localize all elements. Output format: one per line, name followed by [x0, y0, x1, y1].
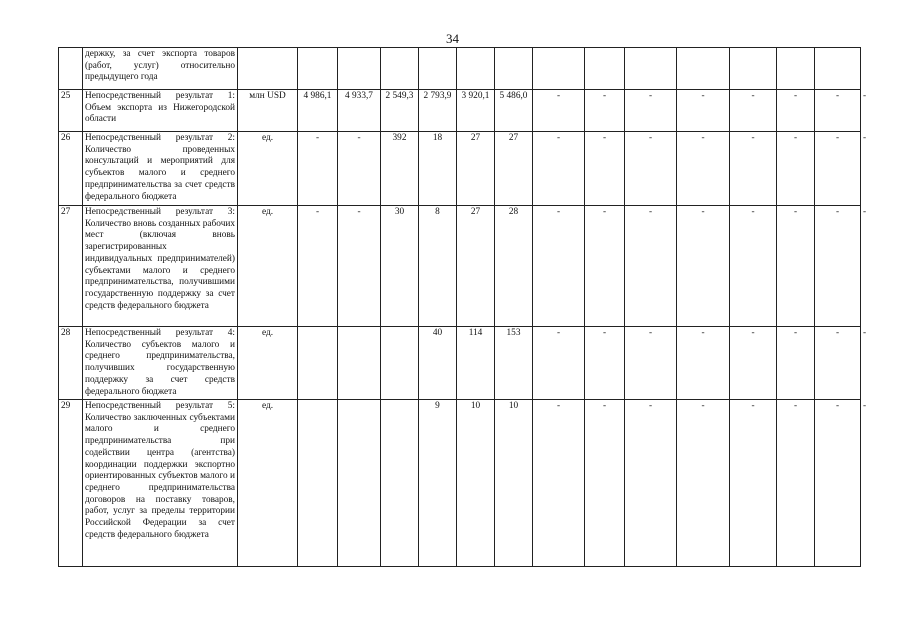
value-cell: -: [815, 400, 861, 567]
value-cell: -: [585, 132, 625, 206]
value-cell: -: [730, 400, 777, 567]
value-cell: -: [298, 206, 338, 327]
unit-cell: ед.: [238, 206, 298, 327]
indicator-cell: Непосредственный результат 2: Количество проведенных консультаций и мероприятий для субъектов малого и среднего предпринимательства за счет средств федерального бюджета: [83, 132, 238, 206]
value-cell: [677, 48, 730, 90]
value-cell: [457, 48, 495, 90]
value-cell: [338, 400, 381, 567]
value-cell: -: [625, 327, 677, 400]
value-cell: 2 549,3: [381, 90, 419, 132]
unit-cell: ед.: [238, 400, 298, 567]
unit-cell: [238, 48, 298, 90]
value-cell: 3 920,1: [457, 90, 495, 132]
row-number-cell: 26: [59, 132, 83, 206]
value-cell: -: [777, 206, 815, 327]
row-number-cell: 28: [59, 327, 83, 400]
table-row: 27 Непосредственный результат 3: Количество вновь созданных рабочих мест (включая вновь зарегистрированных индивидуальных предпринимателей) субъектами малого и среднего предпринимательства, получившими государственную поддержку за счет средств федерального бюджета ед. - - 30 8 27 28 - - - - - - - -: [59, 206, 861, 327]
row-number-cell: 25: [59, 90, 83, 132]
table-row: 26 Непосредственный результат 2: Количество проведенных консультаций и мероприятий для субъектов малого и среднего предпринимательства за счет средств федерального бюджета ед. - - 392 18 27 27 - - - - - - - -: [59, 132, 861, 206]
value-cell: [298, 48, 338, 90]
value-cell: -: [677, 90, 730, 132]
value-cell: -: [677, 327, 730, 400]
value-cell: -: [533, 400, 585, 567]
unit-cell: ед.: [238, 327, 298, 400]
value-cell: [625, 48, 677, 90]
value-cell: -: [777, 90, 815, 132]
value-cell: -: [730, 90, 777, 132]
value-cell: -: [677, 400, 730, 567]
value-cell: [298, 400, 338, 567]
value-cell: [533, 48, 585, 90]
value-cell: -: [585, 327, 625, 400]
value-cell: -: [298, 132, 338, 206]
value-cell: 28: [495, 206, 533, 327]
value-cell: 40: [419, 327, 457, 400]
table-row: 29 Непосредственный результат 5: Количество заключенных субъектами малого и среднего предпринимательства при содействии центра (агентства) координации поддержки экспортно ориентированных субъектов малого и среднего предпринимательства договоров на поставку товаров, работ, услуг за пределы территории Российской Федерации за счет средств федерального бюджета ед. 9 10 10 - - - - - - - -: [59, 400, 861, 567]
table-row: [59, 48, 861, 90]
value-cell: -: [625, 206, 677, 327]
value-cell: -: [585, 90, 625, 132]
value-cell: -: [533, 132, 585, 206]
unit-cell: ед.: [238, 132, 298, 206]
value-cell: [381, 48, 419, 90]
value-cell: 392: [381, 132, 419, 206]
value-cell: 27: [495, 132, 533, 206]
value-cell: -: [338, 132, 381, 206]
value-cell: 18: [419, 132, 457, 206]
value-cell: -: [677, 206, 730, 327]
indicator-cell: Непосредственный результат 4: Количество субъектов малого и среднего предпринимательства, получивших государственную поддержку за счет средств федерального бюджета: [83, 327, 238, 400]
value-cell: -: [815, 132, 861, 206]
value-cell: [730, 48, 777, 90]
value-cell: [381, 327, 419, 400]
unit-cell: млн USD: [238, 90, 298, 132]
value-cell: 10: [457, 400, 495, 567]
row-number-cell: [59, 48, 83, 90]
value-cell: [585, 48, 625, 90]
value-cell: 5 486,0: [495, 90, 533, 132]
indicator-cell: Непосредственный результат 1: Объем экспорта из Нижегородской области: [83, 90, 238, 132]
indicator-cell: Непосредственный результат 5: Количество заключенных субъектами малого и среднего предпринимательства при содействии центра (агентства) координации поддержки экспортно ориентированных субъектов малого и среднего предпринимательства договоров на поставку товаров, работ, услуг за пределы территории Российской Федерации за счет средств федерального бюджета: [83, 400, 238, 567]
value-cell: 4 986,1: [298, 90, 338, 132]
value-cell: -: [730, 132, 777, 206]
row-number-cell: 29: [59, 400, 83, 567]
value-cell: [338, 48, 381, 90]
value-cell: 8: [419, 206, 457, 327]
value-cell: -: [585, 400, 625, 567]
value-cell: -: [815, 327, 861, 400]
value-cell: -: [777, 132, 815, 206]
value-cell: [777, 48, 815, 90]
value-cell: [298, 327, 338, 400]
value-cell: -: [533, 327, 585, 400]
value-cell: 30: [381, 206, 419, 327]
value-cell: -: [815, 90, 861, 132]
value-cell: 9: [419, 400, 457, 567]
value-cell: -: [625, 132, 677, 206]
indicator-cell: Непосредственный результат 3: Количество вновь созданных рабочих мест (включая вновь зарегистрированных индивидуальных предпринимателей) субъектами малого и среднего предпринимательства, получившими государственную поддержку за счет средств федерального бюджета: [83, 206, 238, 327]
value-cell: -: [815, 206, 861, 327]
value-cell: [495, 48, 533, 90]
table-row: 28 Непосредственный результат 4: Количество субъектов малого и среднего предпринимательства, получивших государственную поддержку за счет средств федерального бюджета ед. 40 114 153 - - - - - - - -: [59, 327, 861, 400]
value-cell: 27: [457, 206, 495, 327]
table-row: 25 Непосредственный результат 1: Объем экспорта из Нижегородской области млн USD 4 986,1 4 933,7 2 549,3 2 793,9 3 920,1 5 486,0 - - - - - - - -: [59, 90, 861, 132]
value-cell: -: [730, 327, 777, 400]
value-cell: -: [625, 400, 677, 567]
value-cell: -: [533, 206, 585, 327]
value-cell: -: [533, 90, 585, 132]
value-cell: -: [625, 90, 677, 132]
value-cell: [338, 327, 381, 400]
row-number-cell: 27: [59, 206, 83, 327]
value-cell: 4 933,7: [338, 90, 381, 132]
value-cell: 27: [457, 132, 495, 206]
value-cell: [381, 400, 419, 567]
value-cell: -: [777, 327, 815, 400]
value-cell: -: [677, 132, 730, 206]
page-number: 34: [446, 31, 459, 46]
value-cell: 153: [495, 327, 533, 400]
value-cell: 10: [495, 400, 533, 567]
value-cell: [419, 48, 457, 90]
value-cell: -: [730, 206, 777, 327]
table-body: [59, 48, 867, 567]
value-cell: [815, 48, 861, 90]
indicator-cell: держку, за счет экспорта товаров (работ, услуг) относительно предыдущего года: [83, 48, 238, 90]
value-cell: -: [777, 400, 815, 567]
value-cell: 114: [457, 327, 495, 400]
indicators-table: [58, 47, 867, 567]
value-cell: -: [338, 206, 381, 327]
value-cell: -: [585, 206, 625, 327]
value-cell: 2 793,9: [419, 90, 457, 132]
